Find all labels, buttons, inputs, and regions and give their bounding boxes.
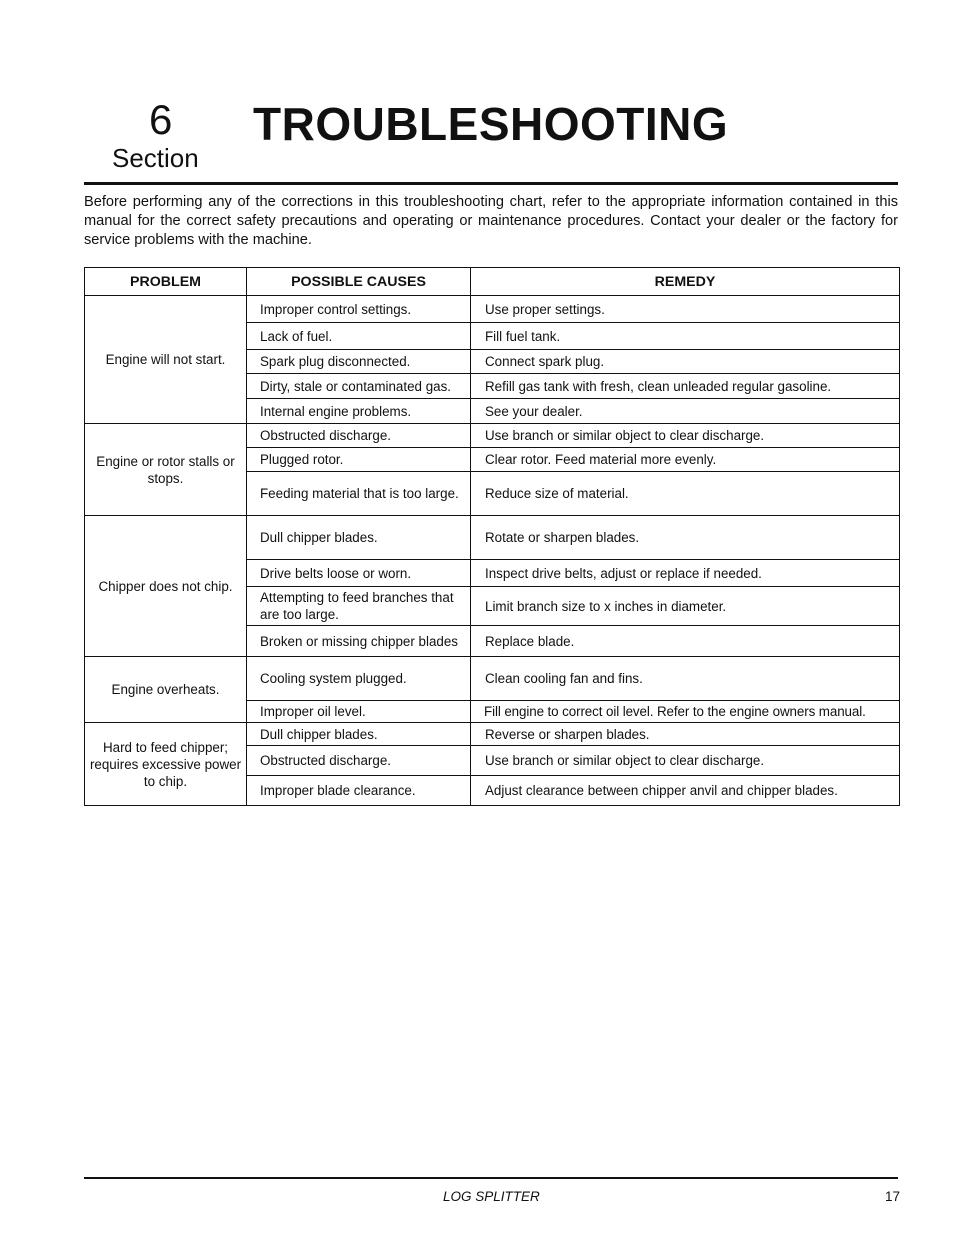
remedy-cell: Fill fuel tank. [471,323,900,350]
cause-cell: Improper blade clearance. [247,776,471,806]
remedy-cell: Use branch or similar object to clear discharge. [471,746,900,776]
problem-cell: Hard to feed chipper; requires excessive power to chip. [85,723,247,806]
column-header-problem: PROBLEM [85,268,247,296]
cause-cell: Improper control settings. [247,296,471,323]
footer-title: LOG SPLITTER [443,1189,540,1204]
problem-cell: Engine overheats. [85,657,247,723]
cause-cell: Obstructed discharge. [247,424,471,448]
cause-cell: Attempting to feed branches that are too large. [247,587,471,626]
remedy-cell: Fill engine to correct oil level. Refer to the engine owners manual. [471,701,900,723]
remedy-cell: Replace blade. [471,626,900,657]
cause-cell: Obstructed discharge. [247,746,471,776]
cause-cell: Dull chipper blades. [247,516,471,560]
remedy-cell: Use branch or similar object to clear discharge. [471,424,900,448]
remedy-cell: See your dealer. [471,399,900,424]
cause-cell: Dirty, stale or contaminated gas. [247,374,471,399]
cause-cell: Lack of fuel. [247,323,471,350]
remedy-cell: Clean cooling fan and fins. [471,657,900,701]
remedy-cell: Reverse or sharpen blades. [471,723,900,746]
page-title: TROUBLESHOOTING [253,98,729,150]
troubleshooting-table [84,267,900,806]
remedy-cell: Rotate or sharpen blades. [471,516,900,560]
cause-cell: Spark plug disconnected. [247,350,471,374]
remedy-cell: Limit branch size to x inches in diameter. [471,587,900,626]
cause-cell: Dull chipper blades. [247,723,471,746]
cause-cell: Broken or missing chipper blades [247,626,471,657]
section-number: 6 [149,96,173,143]
column-header-remedy: REMEDY [471,268,900,296]
table-row [85,296,900,323]
table-header-row [85,268,900,296]
table-row [85,424,900,448]
page-number: 17 [885,1189,901,1204]
remedy-cell: Adjust clearance between chipper anvil and chipper blades. [471,776,900,806]
table-row [85,723,900,746]
remedy-cell: Reduce size of material. [471,472,900,516]
column-header-causes: POSSIBLE CAUSES [247,268,471,296]
problem-cell: Engine will not start. [85,296,247,424]
remedy-cell: Clear rotor. Feed material more evenly. [471,448,900,472]
cause-cell: Drive belts loose or worn. [247,560,471,587]
footer-divider [84,1177,898,1179]
table-row [85,516,900,560]
remedy-cell: Refill gas tank with fresh, clean unleaded regular gasoline. [471,374,900,399]
cause-cell: Feeding material that is too large. [247,472,471,516]
cause-cell: Improper oil level. [247,701,471,723]
table-row [85,657,900,701]
title-divider [84,182,898,185]
cause-cell: Internal engine problems. [247,399,471,424]
remedy-cell: Inspect drive belts, adjust or replace if needed. [471,560,900,587]
intro-paragraph: Before performing any of the corrections in this troubleshooting chart, refer to the appropriate information contained in this manual for the correct safety precautions and operating or maintenance procedures. Contact your dealer or the factory for service problems with the machine. [84,194,898,248]
problem-cell: Engine or rotor stalls or stops. [85,424,247,516]
cause-cell: Cooling system plugged. [247,657,471,701]
problem-cell: Chipper does not chip. [85,516,247,657]
remedy-cell: Connect spark plug. [471,350,900,374]
cause-cell: Plugged rotor. [247,448,471,472]
section-label: Section [112,143,199,173]
remedy-cell: Use proper settings. [471,296,900,323]
